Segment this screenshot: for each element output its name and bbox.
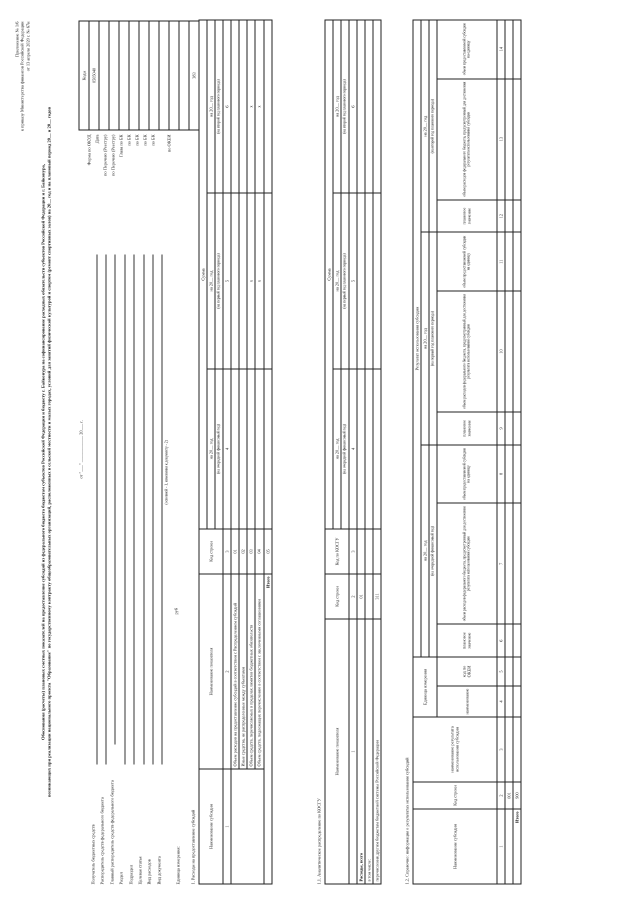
total-value [264,369,272,529]
col-header: наименование [437,686,497,717]
col-header: Наименование показателя [199,574,223,769]
row-value [231,369,239,529]
table-row [231,20,239,884]
appendix-line-1: Приложение № 1/6 [14,21,20,58]
row-value [505,657,513,686]
code-label: Дата [94,134,100,144]
row-value [505,200,513,233]
section-12-table [413,20,522,885]
col-header: на 20__ год [421,232,429,444]
row-value [231,193,239,369]
col-note: (на первый год планового периода) [341,193,348,369]
col-header: Наименование субсидии [413,809,497,884]
code-cell [119,21,129,130]
header-label: Получатель бюджетных средств [90,824,96,885]
col-note: (на второй год планового периода) [429,20,436,232]
col-header: Код по КОСГУ [325,529,349,574]
header-label: Главный распорядитель средств федерального бюджета [109,780,115,885]
col-header: плановое значение [437,624,497,657]
col-num: 2 [349,574,357,619]
table-row [357,20,365,884]
codes-table [79,21,200,131]
row-value: x [247,20,255,193]
col-header: код по ОКЕИ [437,657,497,686]
col-header: объем расходов федерального бюджета, предусмотренный для достижения результата использования субсидии [437,79,497,200]
col-num: 6 [223,20,231,193]
col-num: 13 [497,79,505,200]
col-num: 6 [497,624,505,657]
total-code: 900 [513,782,521,809]
header-label [166,585,175,885]
col-header: Результат использования субсидии [413,20,421,657]
header-label: Распорядитель средств федерального бюджета [99,797,105,885]
col-num: 5 [223,193,231,369]
doc-type-hint: (основной - 1, изменения к документу - 2) [164,440,169,505]
code-label: по ОКЕИ [166,134,172,153]
row-value [513,412,521,445]
col-note: (на очередной финансовый год) [341,369,348,529]
col-header: объем предоставляемой субсидии на единицу [437,20,497,79]
codes-labels [87,135,175,235]
row-label: Объем средств, подлежащих перечислению в соответствии с заключенными соглашениями [255,574,263,769]
row-value [373,193,381,369]
col-header: на 20__ год [421,20,429,232]
row-kosgu [357,529,365,574]
codes-head: Коды [79,21,89,130]
form-okud-code: 0505040 [89,21,99,130]
col-num: 2 [497,782,505,809]
code-label [159,135,167,235]
row-code: 03 [247,529,255,574]
row-value [239,193,247,369]
row-value [247,369,255,529]
col-num: 12 [497,200,505,233]
col-num: 3 [349,529,357,574]
col-header: объем расходов федерального бюджета, предусмотренный для достижения результата использования субсидии [437,291,497,412]
col-num: 2 [223,574,231,769]
row-value [505,79,513,200]
document-date: от "___" ____________ 20___ г. [78,420,84,479]
code-cell [129,21,139,130]
col-header: Наименование показателя [325,619,349,884]
section-1-title: 1. Расходы на предоставление субсидий [190,809,196,885]
row-value [513,717,521,782]
code-label: по БК [134,134,140,146]
appendix-line-3: от 13 апреля 2020 г. № 67н [25,21,31,72]
header-label: Раздел [118,872,124,885]
code-cell [139,21,149,130]
title-line-1: Обоснования (расчеты) плановых сметных показателей на предоставление субсидий из федерального бюджета бюджетам субъектов Российской Федерации и бюджету г. Байконура на софинансирование расходных обязательств субъектов Российской Федерации и г. Байконура, [40,164,46,740]
form-okud-label: Форма по ОКУД [86,134,92,166]
code-label: по Перечню (Реестру) [102,134,108,176]
total-row [513,20,521,884]
row-label: Объем расходов на предоставление субсидий в соответствии с Распределением субсидий [231,574,239,769]
col-num: 5 [497,657,505,686]
code-cell [99,21,109,130]
table-row [365,20,373,884]
col-num: 4 [223,369,231,529]
col-num: 7 [497,503,505,624]
row-value [365,20,373,193]
section-12-title: 1.2. Справочно: информация о результатах использования субсидий [404,757,410,885]
code-label: по Перечню (Реестру) [110,134,116,176]
code-cell [109,21,119,130]
title-line-2: возникающих при реализации национального проекта "Образование" по государственному контракту общеобразовательных организаций, расположенных в сельской местности и малых городах, условий для занятий физической культурой и спортом (ремонт спортивных залов) на 20__ год и на плановый период 20__ и 20__ годов [46,107,51,797]
row-value [513,624,521,657]
col-note: (на очередной финансовый год) [215,369,222,529]
table-row [239,20,247,884]
code-cell [149,21,159,130]
col-header: наименование результата использования субсидии [413,717,497,782]
total-label: Итого [264,574,272,884]
col-note: (на первый год планового периода) [429,232,436,444]
row-label: перечисления другим бюджетам бюджетной системы Российской Федерации [373,619,381,884]
col-num: 14 [497,20,505,79]
col-header: объем предоставляемой субсидии на единицу [437,232,497,290]
col-num: 4 [349,369,357,529]
row-value [357,20,365,193]
col-header: на 20__ год [333,193,341,369]
row-kosgu [373,529,381,574]
row-kosgu [365,529,373,574]
row-value [513,657,521,686]
row-code: 01 [231,529,239,574]
col-header: Код строки [199,529,223,574]
row-value [505,445,513,503]
row-value [513,79,521,200]
row-label: в том числе: [365,619,373,884]
col-num: 1 [223,769,231,884]
code-cell [159,21,169,130]
row-value: x [255,20,263,193]
row-value [505,412,513,445]
total-value [264,20,272,193]
section-11-title: 1.1. Аналитическое распределение по КОСГУ [316,798,322,885]
row-value [505,717,513,782]
header-label: Вид документа [156,856,162,885]
col-num: 3 [223,529,231,574]
row-label: Расходы, всего [357,619,365,884]
row-value [513,291,521,412]
col-num: 10 [497,291,505,412]
col-header: на 20__ год [333,369,341,529]
row-value [505,232,513,290]
col-note: (на второй год планового периода) [215,20,222,193]
col-header: плановое значение [437,412,497,445]
code-label: Глава по БК [118,134,124,158]
col-header: на 20__ год [207,193,215,369]
total-row [264,20,272,884]
code-label: по БК [150,134,156,146]
row-value [513,200,521,233]
col-header: Сумма [199,20,207,529]
subsidy-name-cell [505,809,513,884]
code-cell [169,21,179,130]
col-header: на 20__ год [333,20,341,193]
col-header: Наименование субсидии [199,769,223,884]
row-value [505,503,513,624]
col-num: 5 [349,193,357,369]
col-num: 6 [349,20,357,193]
row-code [365,574,373,619]
row-value [513,445,521,503]
row-value [505,291,513,412]
col-header: плановое значение [437,200,497,233]
col-header: на 20__ год [421,445,429,657]
row-value [373,369,381,529]
row-value [505,624,513,657]
header-label: Целевая статья [137,856,143,885]
row-value [513,503,521,624]
row-code: 01 [357,574,365,619]
col-header: объем предоставляемой субсидии на единицу [437,445,497,503]
header-label: Единица измерения: [175,846,181,885]
total-value [264,193,272,369]
col-num: 4 [497,686,505,717]
col-num: 3 [497,717,505,782]
row-value [239,20,247,193]
col-note: (на второй год планового периода) [341,20,348,193]
row-value [255,369,263,529]
row-value: x [255,193,263,369]
col-note: (на первый год планового периода) [215,193,222,369]
row-label: Объем средств, перечисляемых в пределах лимитов бюджетных обязательств [247,574,255,769]
total-code: 05 [264,529,272,574]
header-label: Вид расходов [146,859,152,885]
row-code: 001 [505,782,513,809]
okei-code: 383 [189,21,199,130]
table-row [247,20,255,884]
row-value [505,20,513,79]
table-row [255,20,263,884]
row-code: 311 [373,574,381,619]
document-title [41,20,52,885]
code-label: по БК [126,134,132,146]
col-header: Единица измерения [413,657,437,717]
row-value [365,193,373,369]
col-num: 8 [497,445,505,503]
row-value [357,193,365,369]
row-value [365,369,373,529]
appendix-line-2: к приказу Министерства финансов Российской Федерации [19,21,25,132]
col-num: 11 [497,232,505,290]
unit-value: руб [173,607,179,615]
col-header: объем расходов федерального бюджета, предусмотренный для достижения результата использования субсидии [437,503,497,624]
row-label: Иные средства, не распределенные между субъектами [239,574,247,769]
total-label: Итого [513,809,521,884]
code-cell [179,21,189,130]
row-value [373,20,381,193]
row-value [513,20,521,79]
col-header: Код строки [325,574,349,619]
row-value [231,20,239,193]
row-code: 02 [239,529,247,574]
document-page [1,0,640,905]
appendix-note [15,22,31,222]
row-value [513,232,521,290]
section-1-table [199,20,273,885]
row-value [357,369,365,529]
col-header: на 20__ год [207,369,215,529]
row-value [239,369,247,529]
row-value: x [247,193,255,369]
header-label: Подраздел [128,864,134,885]
table-row [505,20,513,884]
code-label: по БК [142,134,148,146]
col-header: Код строки [413,782,497,809]
col-header: на 20__ год [207,20,215,193]
col-num: 1 [349,619,357,884]
section-11-table [325,20,382,885]
col-header: Сумма [325,20,333,529]
col-num: 9 [497,412,505,445]
row-code: 04 [255,529,263,574]
col-note: (на очередной финансовый год) [429,445,436,657]
subsidy-name-cell [231,769,264,884]
table-row [373,20,381,884]
row-value [505,686,513,717]
row-value [513,686,521,717]
col-num: 1 [497,809,505,884]
